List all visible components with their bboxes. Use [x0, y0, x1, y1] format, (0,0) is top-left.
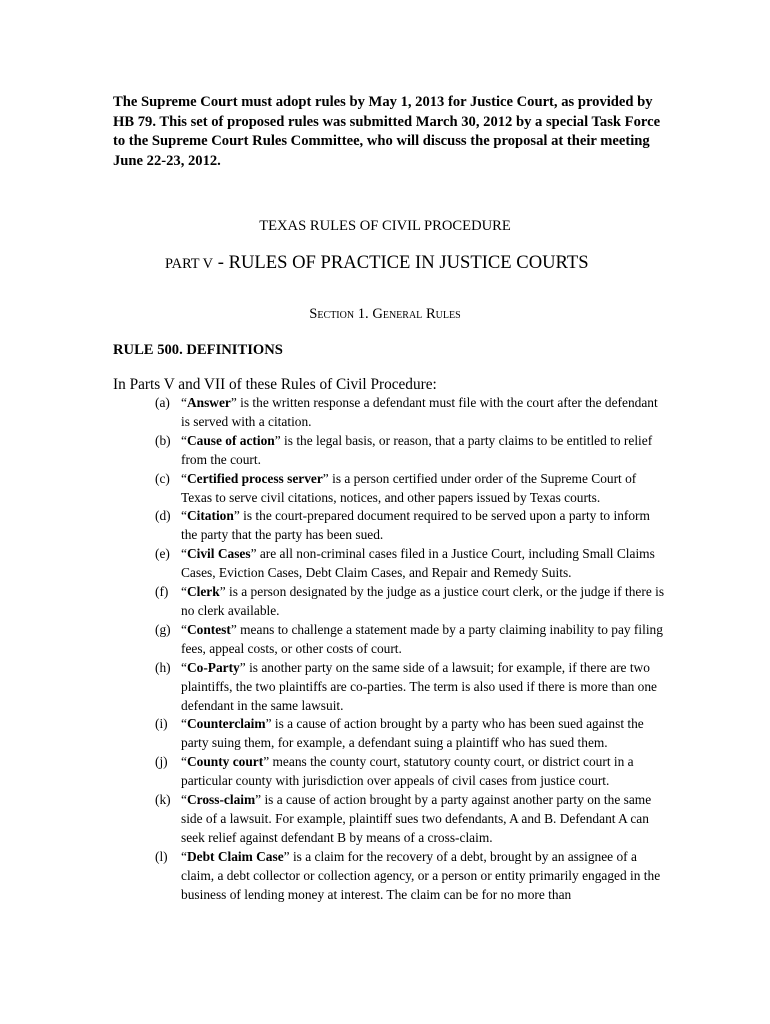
definition-item: (b) “Cause of action” is the legal basis, or reason, that a party claims to be entitled to relief from the court. — [155, 432, 653, 467]
definition-text: is another party on the same side of a lawsuit; for example, if there are two plaintiffs, the two plaintiffs are co-parties. The term is also used if there is more than one defendant in the same lawsuit. — [181, 659, 657, 713]
definition-item: (f) “Clerk” is a person designated by the judge as a justice court clerk, or the judge if there is no clerk available. — [155, 584, 665, 618]
definition-text: is a claim for the recovery of a debt, brought by an assignee of a claim, a debt collector or collection agency, or a person or entity primarily engaged in the business of lending money at interest. The claim can be for no more than — [181, 848, 661, 902]
part-heading — [165, 252, 589, 274]
part-dash: - — [213, 252, 229, 273]
definition-text: is the legal basis, or reason, that a party claims to be entitled to relief from the court. — [181, 432, 653, 467]
definition-text: are all non-criminal cases filed in a Justice Court, including Small Claims Cases, Eviction Cases, Debt Claim Cases, and Repair and Remedy Suits. — [181, 546, 655, 581]
definition-term: Certified process server — [186, 470, 323, 486]
definition-text: is the court-prepared document required to be served upon a party to inform the party that the party has been sued. — [181, 508, 650, 543]
definition-term: Clerk — [186, 584, 220, 600]
part-prefix: PART V — [165, 256, 214, 272]
definition-item: (e) “Civil Cases” are all non-criminal cases filed in a Justice Court, including Small Claims Cases, Eviction Cases, Debt Claim Cases, and Repair and Remedy Suits. — [155, 546, 655, 581]
definition-label: (f) — [155, 584, 169, 600]
definition-item: (j) “County court” means the county court, statutory county court, or district court in a particular county with jurisdiction over appeals of civil cases from justice court. — [155, 754, 634, 789]
definition-term: Civil Cases — [186, 546, 251, 562]
definition-term: Counterclaim — [186, 716, 266, 732]
definition-text: is a cause of action brought by a party who has been sued against the party suing them, for example, a defendant suing a plaintiff who has sued them. — [181, 716, 644, 751]
section-heading: Section 1. General Rules — [309, 306, 461, 322]
definition-label: (g) — [155, 621, 171, 637]
definition-label: (l) — [155, 848, 168, 864]
definition-term: Citation — [186, 508, 234, 524]
definition-term: Co-Party — [186, 659, 240, 675]
definition-text: means the county court, statutory county court, or district court in a particular county with jurisdiction over appeals of civil cases from justice court. — [181, 754, 634, 789]
document-title: TEXAS RULES OF CIVIL PROCEDURE — [259, 218, 511, 234]
definition-text: is a person designated by the judge as a justice court clerk, or the judge if there is no clerk available. — [181, 584, 665, 618]
definition-item: (d) “Citation” is the court-prepared document required to be served upon a party to inform the party that the party has been sued. — [155, 508, 650, 543]
definitions-list — [155, 394, 665, 904]
lead-sentence: In Parts V and VII of these Rules of Civil Procedure: — [113, 376, 437, 393]
definition-label: (d) — [155, 508, 171, 524]
definition-label: (j) — [155, 754, 168, 770]
definition-text: is a cause of action brought by a party against another party on the same side of a lawsuit. For example, plaintiff sues two defendants, A and B. Defendant A can seek relief against defendant B by means of a cross-claim. — [181, 792, 652, 845]
definition-label: (e) — [155, 546, 170, 562]
definition-label: (i) — [155, 716, 168, 732]
definition-term: Cause of action — [186, 432, 275, 448]
definition-text: is the written response a defendant must file with the court after the defendant is served with a citation. — [181, 395, 658, 429]
definition-label: (h) — [155, 659, 171, 675]
definition-item: (i) “Counterclaim” is a cause of action brought by a party who has been sued against the party suing them, for example, a defendant suing a plaintiff who has sued them. — [155, 716, 644, 751]
part-title: RULES OF PRACTICE IN JUSTICE COURTS — [228, 252, 589, 273]
definition-label: (a) — [155, 395, 170, 410]
definition-term: Contest — [186, 621, 231, 637]
definition-item: (k) “Cross-claim” is a cause of action brought by a party against another party on the same side of a lawsuit. For example, plaintiff sues two defendants, A and B. Defendant A can seek relief against defendant B by means of a cross-claim. — [155, 792, 652, 845]
rule-heading: RULE 500. DEFINITIONS — [113, 342, 283, 358]
definition-text: is a person certified under order of the Supreme Court of Texas to serve civil citations, notices, and other papers issued by Texas courts. — [181, 470, 637, 505]
definition-item: (l) “Debt Claim Case” is a claim for the recovery of a debt, brought by an assignee of a claim, a debt collector or collection agency, or a person or entity primarily engaged in the business of lending money at interest. The claim can be for no more than — [155, 848, 661, 902]
definition-item: (g) “Contest” means to challenge a statement made by a party claiming inability to pay filing fees, appeal costs, or other costs of court. — [155, 621, 663, 656]
definition-label: (c) — [155, 470, 170, 486]
intro-paragraph: The Supreme Court must adopt rules by May 1, 2013 for Justice Court, as provided by HB 79. This set of proposed rules was submitted March 30, 2012 by a special Task Force to the Supreme Court Rules Committee, who will discuss the proposal at their meeting June 22-23, 2012. — [113, 94, 661, 169]
definition-term: County court — [186, 754, 264, 770]
definition-text: means to challenge a statement made by a party claiming inability to pay filing fees, appeal costs, or other costs of court. — [181, 621, 663, 656]
definition-label: (b) — [155, 432, 171, 448]
definition-term: Cross-claim — [186, 792, 256, 808]
definition-term: Answer — [186, 395, 231, 410]
definition-item: (c) “Certified process server” is a person certified under order of the Supreme Court of Texas to serve civil citations, notices, and other papers issued by Texas courts. — [155, 470, 637, 505]
definition-label: (k) — [155, 792, 171, 808]
definition-item: (h) “Co-Party” is another party on the same side of a lawsuit; for example, if there are two plaintiffs, the two plaintiffs are co-parties. The term is also used if there is more than one defendant in the same lawsuit. — [155, 659, 657, 713]
definition-term: Debt Claim Case — [186, 848, 284, 864]
definition-item: (a) “Answer” is the written response a defendant must file with the court after the defendant is served with a citation. — [155, 395, 658, 429]
